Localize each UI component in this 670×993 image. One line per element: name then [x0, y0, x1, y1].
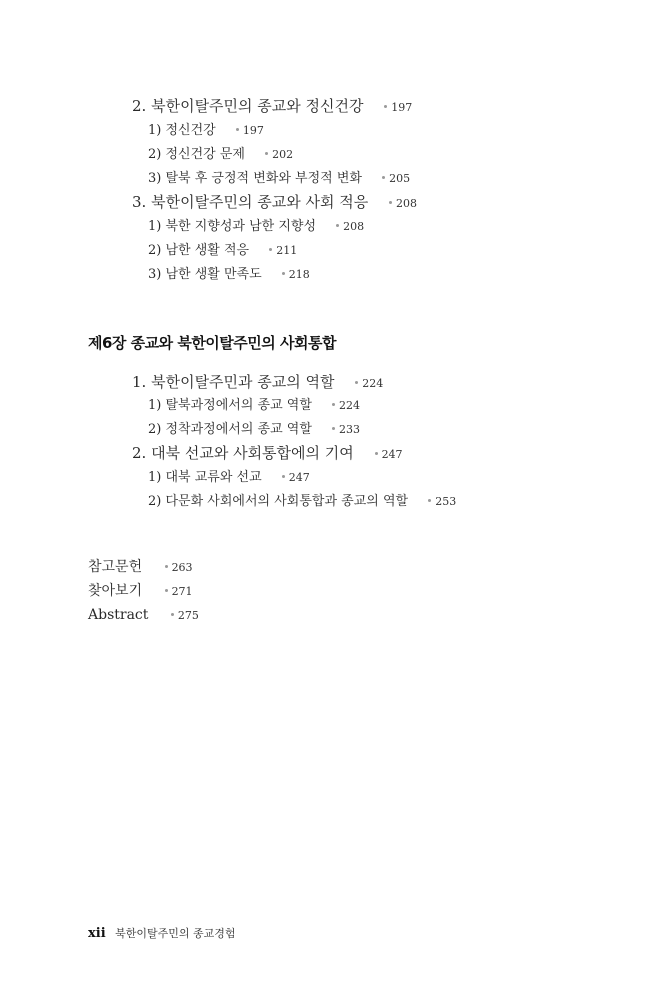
entry-title: 북한이탈주민의 종교와 사회 적응 [151, 193, 369, 211]
entry-number: 3. [132, 193, 147, 211]
entry-number: 2) [148, 494, 162, 509]
entry-title: 찾아보기 [88, 583, 143, 599]
entry-page: 211 [276, 244, 298, 257]
leader-dot-icon [269, 248, 272, 251]
leader-dot-icon [332, 427, 335, 430]
entry-page: 275 [177, 609, 199, 622]
entry-title: 정신건강 [165, 123, 216, 138]
entry-page: 205 [389, 172, 411, 185]
leader-dot-icon [171, 613, 174, 616]
entry-title: 북한이탈주민의 종교와 정신건강 [151, 97, 364, 115]
entry-title: 참고문헌 [88, 559, 143, 575]
entry-page: 197 [391, 101, 413, 114]
entry-number: 1) [148, 470, 162, 485]
entry-number: 2. [132, 97, 147, 115]
entry-number: 1) [148, 219, 162, 234]
toc-entry[interactable] [148, 495, 456, 508]
toc-entry[interactable] [148, 220, 364, 233]
entry-page: 253 [435, 495, 457, 508]
toc-entry[interactable] [132, 446, 403, 461]
leader-dot-icon [236, 128, 239, 131]
entry-number: 3) [148, 267, 162, 282]
leader-dot-icon [165, 565, 168, 568]
entry-title: 대북 선교와 사회통합에의 기여 [151, 444, 354, 462]
entry-title: 탈북 후 긍정적 변화와 부정적 변화 [165, 171, 362, 186]
leader-dot-icon [265, 152, 268, 155]
backmatter-entry[interactable] [88, 584, 193, 598]
entry-page: 202 [272, 148, 294, 161]
leader-dot-icon [382, 176, 385, 179]
page-number: xii [88, 926, 106, 941]
leader-dot-icon [375, 452, 378, 455]
chapter-title[interactable]: 제6장 종교와 북한이탈주민의 사회통합 [88, 334, 336, 352]
entry-number: 1. [132, 373, 147, 391]
entry-page: 247 [381, 448, 403, 461]
entry-title: Abstract [88, 607, 149, 623]
toc-entry[interactable] [148, 172, 410, 185]
entry-number: 2) [148, 422, 162, 437]
entry-page: 271 [171, 585, 193, 598]
entry-title: 정착과정에서의 종교 역할 [165, 422, 312, 437]
backmatter-entry[interactable] [88, 560, 193, 574]
toc-entry[interactable] [148, 148, 293, 161]
entry-page: 197 [242, 124, 264, 137]
entry-page: 218 [288, 268, 310, 281]
leader-dot-icon [384, 105, 387, 108]
entry-page: 208 [396, 197, 418, 210]
toc-entry[interactable] [132, 195, 417, 210]
entry-page: 247 [288, 471, 310, 484]
running-title: 북한이탈주민의 종교경험 [115, 927, 236, 940]
toc-entry[interactable] [148, 124, 264, 137]
entry-number: 2) [148, 243, 162, 258]
toc-entry[interactable] [132, 99, 412, 114]
entry-page: 224 [339, 399, 361, 412]
entry-number: 2. [132, 444, 147, 462]
entry-title: 다문화 사회에서의 사회통합과 종교의 역할 [165, 494, 409, 509]
leader-dot-icon [355, 381, 358, 384]
entry-number: 2) [148, 147, 162, 162]
toc-entry[interactable] [148, 423, 360, 436]
entry-page: 263 [171, 561, 193, 574]
entry-number: 1) [148, 123, 162, 138]
entry-title: 대북 교류와 선교 [165, 470, 262, 485]
entry-title: 탈북과정에서의 종교 역할 [165, 398, 312, 413]
leader-dot-icon [336, 224, 339, 227]
entry-title: 정신건강 문제 [165, 147, 245, 162]
leader-dot-icon [282, 272, 285, 275]
entry-title: 남한 생활 만족도 [165, 267, 262, 282]
entry-title: 북한 지향성과 남한 지향성 [165, 219, 317, 234]
leader-dot-icon [332, 403, 335, 406]
entry-page: 233 [339, 423, 361, 436]
toc-entry[interactable] [148, 399, 360, 412]
entry-title: 남한 생활 적응 [165, 243, 250, 258]
entry-number: 1) [148, 398, 162, 413]
entry-page: 224 [362, 377, 384, 390]
leader-dot-icon [165, 589, 168, 592]
toc-entry[interactable] [148, 244, 297, 257]
entry-title: 북한이탈주민과 종교의 역할 [151, 373, 335, 391]
backmatter-entry[interactable] [88, 608, 199, 622]
entry-page: 208 [343, 220, 365, 233]
leader-dot-icon [389, 201, 392, 204]
entry-number: 3) [148, 171, 162, 186]
leader-dot-icon [428, 499, 431, 502]
toc-entry[interactable] [132, 375, 383, 390]
toc-entry[interactable] [148, 268, 310, 281]
leader-dot-icon [282, 475, 285, 478]
toc-entry[interactable] [148, 471, 310, 484]
page-footer [88, 925, 236, 941]
